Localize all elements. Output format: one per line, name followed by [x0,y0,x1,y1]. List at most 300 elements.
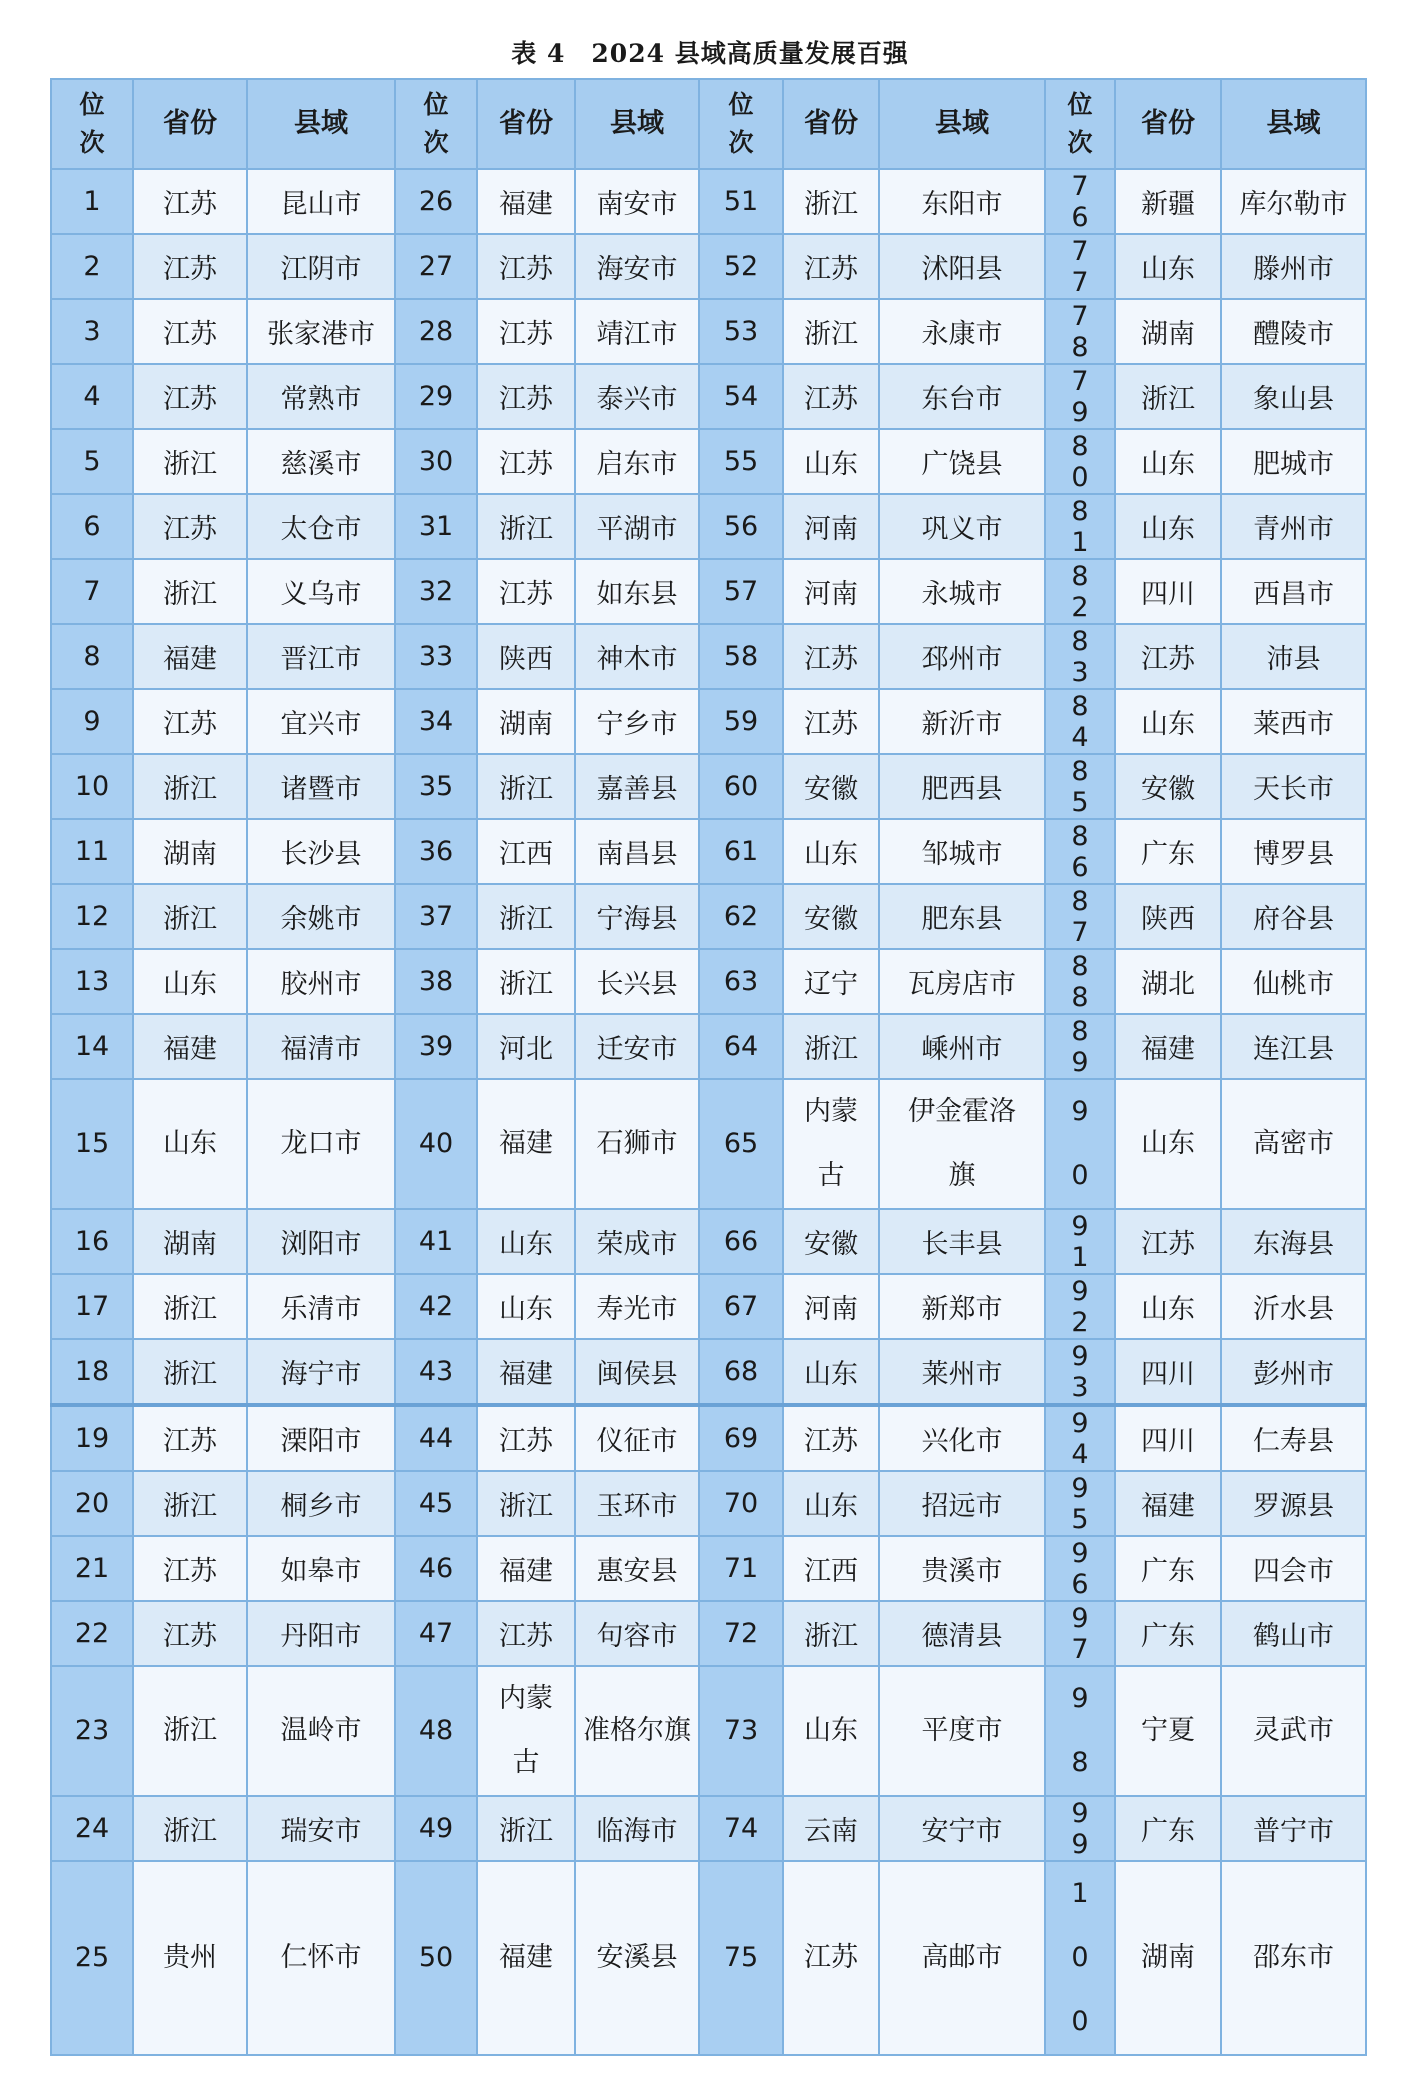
table-row [51,234,1366,299]
county-cell: 温岭市 [247,1666,395,1796]
province-cell: 广东 [1115,819,1221,884]
county-cell: 溧阳市 [247,1405,395,1471]
county-cell: 南昌县 [575,819,699,884]
province-cell: 湖南 [133,1209,247,1274]
province-cell: 河南 [783,1274,879,1339]
county-cell: 神木市 [575,624,699,689]
province-cell: 江苏 [133,1405,247,1471]
table-row [51,1405,1366,1471]
county-cell: 沂水县 [1221,1274,1366,1339]
province-cell: 福建 [1115,1014,1221,1079]
county-cell: 邵东市 [1221,1861,1366,2055]
county-cell: 连江县 [1221,1014,1366,1079]
province-cell: 贵州 [133,1861,247,2055]
province-cell: 湖南 [133,819,247,884]
county-cell: 四会市 [1221,1536,1366,1601]
province-cell: 河南 [783,559,879,624]
province-header: 省份 [783,79,879,169]
county-cell: 永康市 [879,299,1045,364]
rank-cell: 19 [51,1405,133,1471]
rank-cell: 69 [699,1405,783,1471]
county-cell: 安宁市 [879,1796,1045,1861]
table-row [51,754,1366,819]
province-cell: 江苏 [133,1536,247,1601]
province-cell: 江苏 [783,689,879,754]
county-cell: 邹城市 [879,819,1045,884]
rank-cell: 34 [395,689,477,754]
province-cell: 山东 [133,949,247,1014]
province-cell: 江苏 [133,689,247,754]
county-cell: 瓦房店市 [879,949,1045,1014]
county-cell: 兴化市 [879,1405,1045,1471]
rank-cell: 36 [395,819,477,884]
rank-cell: 49 [395,1796,477,1861]
rank-cell: 21 [51,1536,133,1601]
rank-cell: 35 [395,754,477,819]
rank-cell: 74 [699,1796,783,1861]
rank-cell: 8 [51,624,133,689]
county-cell: 福清市 [247,1014,395,1079]
county-cell: 长兴县 [575,949,699,1014]
table-row [51,1536,1366,1601]
county-cell: 晋江市 [247,624,395,689]
table-row [51,429,1366,494]
county-cell: 丹阳市 [247,1601,395,1666]
rank-cell: 12 [51,884,133,949]
county-cell: 荣成市 [575,1209,699,1274]
county-cell: 海安市 [575,234,699,299]
province-cell: 云南 [783,1796,879,1861]
province-cell: 浙江 [133,429,247,494]
province-cell: 宁夏 [1115,1666,1221,1796]
province-cell: 山东 [1115,1274,1221,1339]
table-row [51,1014,1366,1079]
rank-cell: 52 [699,234,783,299]
province-cell: 浙江 [1115,364,1221,429]
county-cell: 库尔勒市 [1221,169,1366,234]
county-cell: 鹤山市 [1221,1601,1366,1666]
county-cell: 宁海县 [575,884,699,949]
province-cell: 福建 [477,1861,575,2055]
province-cell: 山东 [133,1079,247,1209]
table-caption: 2024 县域高质量发展百强 [591,39,909,68]
province-cell: 山东 [1115,429,1221,494]
county-cell: 仁怀市 [247,1861,395,2055]
province-cell: 江苏 [133,234,247,299]
table-row [51,1601,1366,1666]
province-cell: 四川 [1115,1339,1221,1405]
rank-cell: 57 [699,559,783,624]
province-cell: 浙江 [783,1601,879,1666]
county-cell: 寿光市 [575,1274,699,1339]
table-row [51,494,1366,559]
province-cell: 山东 [783,1339,879,1405]
rank-cell: 58 [699,624,783,689]
province-cell: 河北 [477,1014,575,1079]
province-cell: 四川 [1115,559,1221,624]
county-cell: 滕州市 [1221,234,1366,299]
county-cell: 南安市 [575,169,699,234]
province-cell: 广东 [1115,1601,1221,1666]
rank-cell: 67 [699,1274,783,1339]
rank-cell: 47 [395,1601,477,1666]
table-row [51,819,1366,884]
rank-cell: 26 [395,169,477,234]
province-cell: 山东 [1115,494,1221,559]
county-cell: 常熟市 [247,364,395,429]
table-row [51,1339,1366,1405]
province-cell: 江苏 [133,299,247,364]
county-cell: 高邮市 [879,1861,1045,2055]
rank-cell: 17 [51,1274,133,1339]
province-cell: 湖南 [1115,299,1221,364]
rank-cell: 87 [1045,884,1115,949]
province-cell: 安徽 [783,1209,879,1274]
county-cell: 泰兴市 [575,364,699,429]
county-cell: 莱州市 [879,1339,1045,1405]
rank-cell: 22 [51,1601,133,1666]
table-row [51,624,1366,689]
county-cell: 东阳市 [879,169,1045,234]
county-cell: 嘉善县 [575,754,699,819]
province-cell: 福建 [477,169,575,234]
rank-cell: 44 [395,1405,477,1471]
province-cell: 江苏 [783,234,879,299]
county-cell: 海宁市 [247,1339,395,1405]
county-cell: 仙桃市 [1221,949,1366,1014]
rank-cell: 62 [699,884,783,949]
header-row [51,79,1366,169]
rank-cell: 1 [51,169,133,234]
county-cell: 平度市 [879,1666,1045,1796]
county-cell: 龙口市 [247,1079,395,1209]
rank-cell: 37 [395,884,477,949]
rank-cell: 63 [699,949,783,1014]
rank-cell: 41 [395,1209,477,1274]
rank-cell: 82 [1045,559,1115,624]
province-cell: 福建 [477,1536,575,1601]
rank-cell: 59 [699,689,783,754]
rank-cell: 72 [699,1601,783,1666]
county-cell: 如皋市 [247,1536,395,1601]
province-cell: 江苏 [133,364,247,429]
rank-cell: 80 [1045,429,1115,494]
rank-cell: 85 [1045,754,1115,819]
table-row [51,1274,1366,1339]
rank-cell: 13 [51,949,133,1014]
rank-cell: 91 [1045,1209,1115,1274]
county-cell: 天长市 [1221,754,1366,819]
county-cell: 义乌市 [247,559,395,624]
province-cell: 湖南 [477,689,575,754]
county-cell: 胶州市 [247,949,395,1014]
province-cell: 山东 [783,1666,879,1796]
province-cell: 江苏 [477,364,575,429]
rank-cell: 92 [1045,1274,1115,1339]
province-cell: 浙江 [477,1796,575,1861]
rank-cell: 28 [395,299,477,364]
province-cell: 广东 [1115,1536,1221,1601]
rank-cell: 70 [699,1471,783,1536]
rank-cell: 75 [699,1861,783,2055]
county-cell: 长沙县 [247,819,395,884]
province-cell: 福建 [1115,1471,1221,1536]
county-cell: 启东市 [575,429,699,494]
province-cell: 江苏 [783,624,879,689]
county-cell: 贵溪市 [879,1536,1045,1601]
province-cell: 山东 [783,1471,879,1536]
province-cell: 江西 [477,819,575,884]
rank-cell: 77 [1045,234,1115,299]
rank-cell: 98 [1045,1666,1115,1796]
county-cell: 伊金霍洛旗 [879,1079,1045,1209]
county-cell: 仁寿县 [1221,1405,1366,1471]
county-cell: 石狮市 [575,1079,699,1209]
county-cell: 仪征市 [575,1405,699,1471]
county-cell: 青州市 [1221,494,1366,559]
rank-cell: 56 [699,494,783,559]
rank-cell: 73 [699,1666,783,1796]
province-cell: 湖南 [1115,1861,1221,2055]
county-cell: 罗源县 [1221,1471,1366,1536]
province-cell: 江苏 [783,364,879,429]
province-cell: 山东 [477,1209,575,1274]
province-cell: 浙江 [133,1796,247,1861]
province-cell: 浙江 [133,1339,247,1405]
county-cell: 肥东县 [879,884,1045,949]
province-cell: 江苏 [783,1861,879,2055]
county-cell: 广饶县 [879,429,1045,494]
rank-cell: 43 [395,1339,477,1405]
table-row [51,299,1366,364]
rank-cell: 64 [699,1014,783,1079]
county-cell: 新郑市 [879,1274,1045,1339]
province-cell: 浙江 [133,754,247,819]
rank-cell: 18 [51,1339,133,1405]
province-cell: 浙江 [477,494,575,559]
rank-cell: 97 [1045,1601,1115,1666]
province-cell: 陕西 [1115,884,1221,949]
county-cell: 如东县 [575,559,699,624]
county-cell: 迁安市 [575,1014,699,1079]
province-cell: 新疆 [1115,169,1221,234]
rank-header: 位次 [51,79,133,169]
rank-cell: 79 [1045,364,1115,429]
county-cell: 沛县 [1221,624,1366,689]
province-cell: 江苏 [477,299,575,364]
rank-header: 位次 [395,79,477,169]
rank-cell: 4 [51,364,133,429]
table-row [51,1079,1366,1209]
rank-cell: 40 [395,1079,477,1209]
county-cell: 闽侯县 [575,1339,699,1405]
province-cell: 福建 [477,1339,575,1405]
county-cell: 张家港市 [247,299,395,364]
province-cell: 浙江 [133,884,247,949]
county-header: 县域 [575,79,699,169]
rank-cell: 84 [1045,689,1115,754]
rank-cell: 93 [1045,1339,1115,1405]
county-cell: 莱西市 [1221,689,1366,754]
rank-cell: 2 [51,234,133,299]
county-header: 县域 [879,79,1045,169]
province-cell: 山东 [1115,689,1221,754]
province-cell: 浙江 [783,169,879,234]
county-cell: 东台市 [879,364,1045,429]
province-cell: 浙江 [783,1014,879,1079]
rank-cell: 95 [1045,1471,1115,1536]
province-cell: 福建 [477,1079,575,1209]
county-cell: 沭阳县 [879,234,1045,299]
province-cell: 四川 [1115,1405,1221,1471]
rank-cell: 9 [51,689,133,754]
table-row [51,1861,1366,2055]
province-cell: 江苏 [133,494,247,559]
county-header: 县域 [247,79,395,169]
county-cell: 普宁市 [1221,1796,1366,1861]
rank-cell: 42 [395,1274,477,1339]
top-100-county-table [50,78,1367,2056]
province-cell: 江苏 [783,1405,879,1471]
province-cell: 浙江 [133,559,247,624]
rank-cell: 31 [395,494,477,559]
rank-cell: 89 [1045,1014,1115,1079]
rank-cell: 20 [51,1471,133,1536]
table-number: 表 4 [511,39,566,68]
province-cell: 江西 [783,1536,879,1601]
table-body [51,169,1366,2055]
province-cell: 江苏 [477,1405,575,1471]
province-cell: 浙江 [477,1471,575,1536]
rank-cell: 39 [395,1014,477,1079]
table-row [51,169,1366,234]
county-cell: 府谷县 [1221,884,1366,949]
county-cell: 惠安县 [575,1536,699,1601]
county-cell: 灵武市 [1221,1666,1366,1796]
table-title [0,34,1420,70]
county-cell: 安溪县 [575,1861,699,2055]
table-row [51,1796,1366,1861]
province-cell: 安徽 [783,884,879,949]
province-cell: 福建 [133,1014,247,1079]
county-cell: 永城市 [879,559,1045,624]
county-cell: 巩义市 [879,494,1045,559]
province-cell: 江苏 [1115,1209,1221,1274]
table-row [51,364,1366,429]
rank-cell: 29 [395,364,477,429]
rank-cell: 88 [1045,949,1115,1014]
county-cell: 玉环市 [575,1471,699,1536]
province-header: 省份 [133,79,247,169]
rank-cell: 5 [51,429,133,494]
county-cell: 新沂市 [879,689,1045,754]
county-cell: 桐乡市 [247,1471,395,1536]
county-cell: 醴陵市 [1221,299,1366,364]
rank-cell: 24 [51,1796,133,1861]
county-cell: 靖江市 [575,299,699,364]
rank-cell: 78 [1045,299,1115,364]
rank-cell: 32 [395,559,477,624]
rank-cell: 60 [699,754,783,819]
county-cell: 句容市 [575,1601,699,1666]
county-cell: 平湖市 [575,494,699,559]
province-cell: 浙江 [477,884,575,949]
table-row [51,1209,1366,1274]
rank-cell: 33 [395,624,477,689]
county-cell: 宁乡市 [575,689,699,754]
table-row [51,689,1366,754]
rank-cell: 27 [395,234,477,299]
county-cell: 东海县 [1221,1209,1366,1274]
rank-cell: 48 [395,1666,477,1796]
rank-cell: 68 [699,1339,783,1405]
province-cell: 山东 [1115,234,1221,299]
province-cell: 江苏 [477,429,575,494]
rank-cell: 54 [699,364,783,429]
province-cell: 浙江 [477,949,575,1014]
county-cell: 乐清市 [247,1274,395,1339]
province-cell: 安徽 [1115,754,1221,819]
province-cell: 江苏 [1115,624,1221,689]
rank-cell: 7 [51,559,133,624]
county-cell: 博罗县 [1221,819,1366,884]
county-cell: 高密市 [1221,1079,1366,1209]
rank-cell: 14 [51,1014,133,1079]
province-cell: 江苏 [133,1601,247,1666]
rank-cell: 38 [395,949,477,1014]
county-cell: 浏阳市 [247,1209,395,1274]
rank-cell: 25 [51,1861,133,2055]
county-cell: 象山县 [1221,364,1366,429]
province-cell: 内蒙古 [783,1079,879,1209]
rank-header: 位次 [1045,79,1115,169]
rank-cell: 90 [1045,1079,1115,1209]
rank-cell: 23 [51,1666,133,1796]
province-header: 省份 [477,79,575,169]
province-cell: 浙江 [133,1666,247,1796]
province-cell: 浙江 [133,1274,247,1339]
rank-cell: 30 [395,429,477,494]
rank-cell: 16 [51,1209,133,1274]
rank-cell: 51 [699,169,783,234]
province-cell: 浙江 [783,299,879,364]
rank-cell: 71 [699,1536,783,1601]
county-cell: 德清县 [879,1601,1045,1666]
province-cell: 江苏 [477,234,575,299]
province-cell: 陕西 [477,624,575,689]
county-cell: 招远市 [879,1471,1045,1536]
table-row [51,884,1366,949]
county-cell: 慈溪市 [247,429,395,494]
county-cell: 江阴市 [247,234,395,299]
province-cell: 内蒙古 [477,1666,575,1796]
rank-cell: 3 [51,299,133,364]
province-cell: 湖北 [1115,949,1221,1014]
county-cell: 余姚市 [247,884,395,949]
table-row [51,949,1366,1014]
rank-cell: 65 [699,1079,783,1209]
rank-cell: 83 [1045,624,1115,689]
county-cell: 瑞安市 [247,1796,395,1861]
province-cell: 江苏 [133,169,247,234]
county-header: 县域 [1221,79,1366,169]
province-cell: 浙江 [477,754,575,819]
county-cell: 长丰县 [879,1209,1045,1274]
rank-cell: 81 [1045,494,1115,559]
county-cell: 临海市 [575,1796,699,1861]
county-cell: 西昌市 [1221,559,1366,624]
rank-cell: 53 [699,299,783,364]
